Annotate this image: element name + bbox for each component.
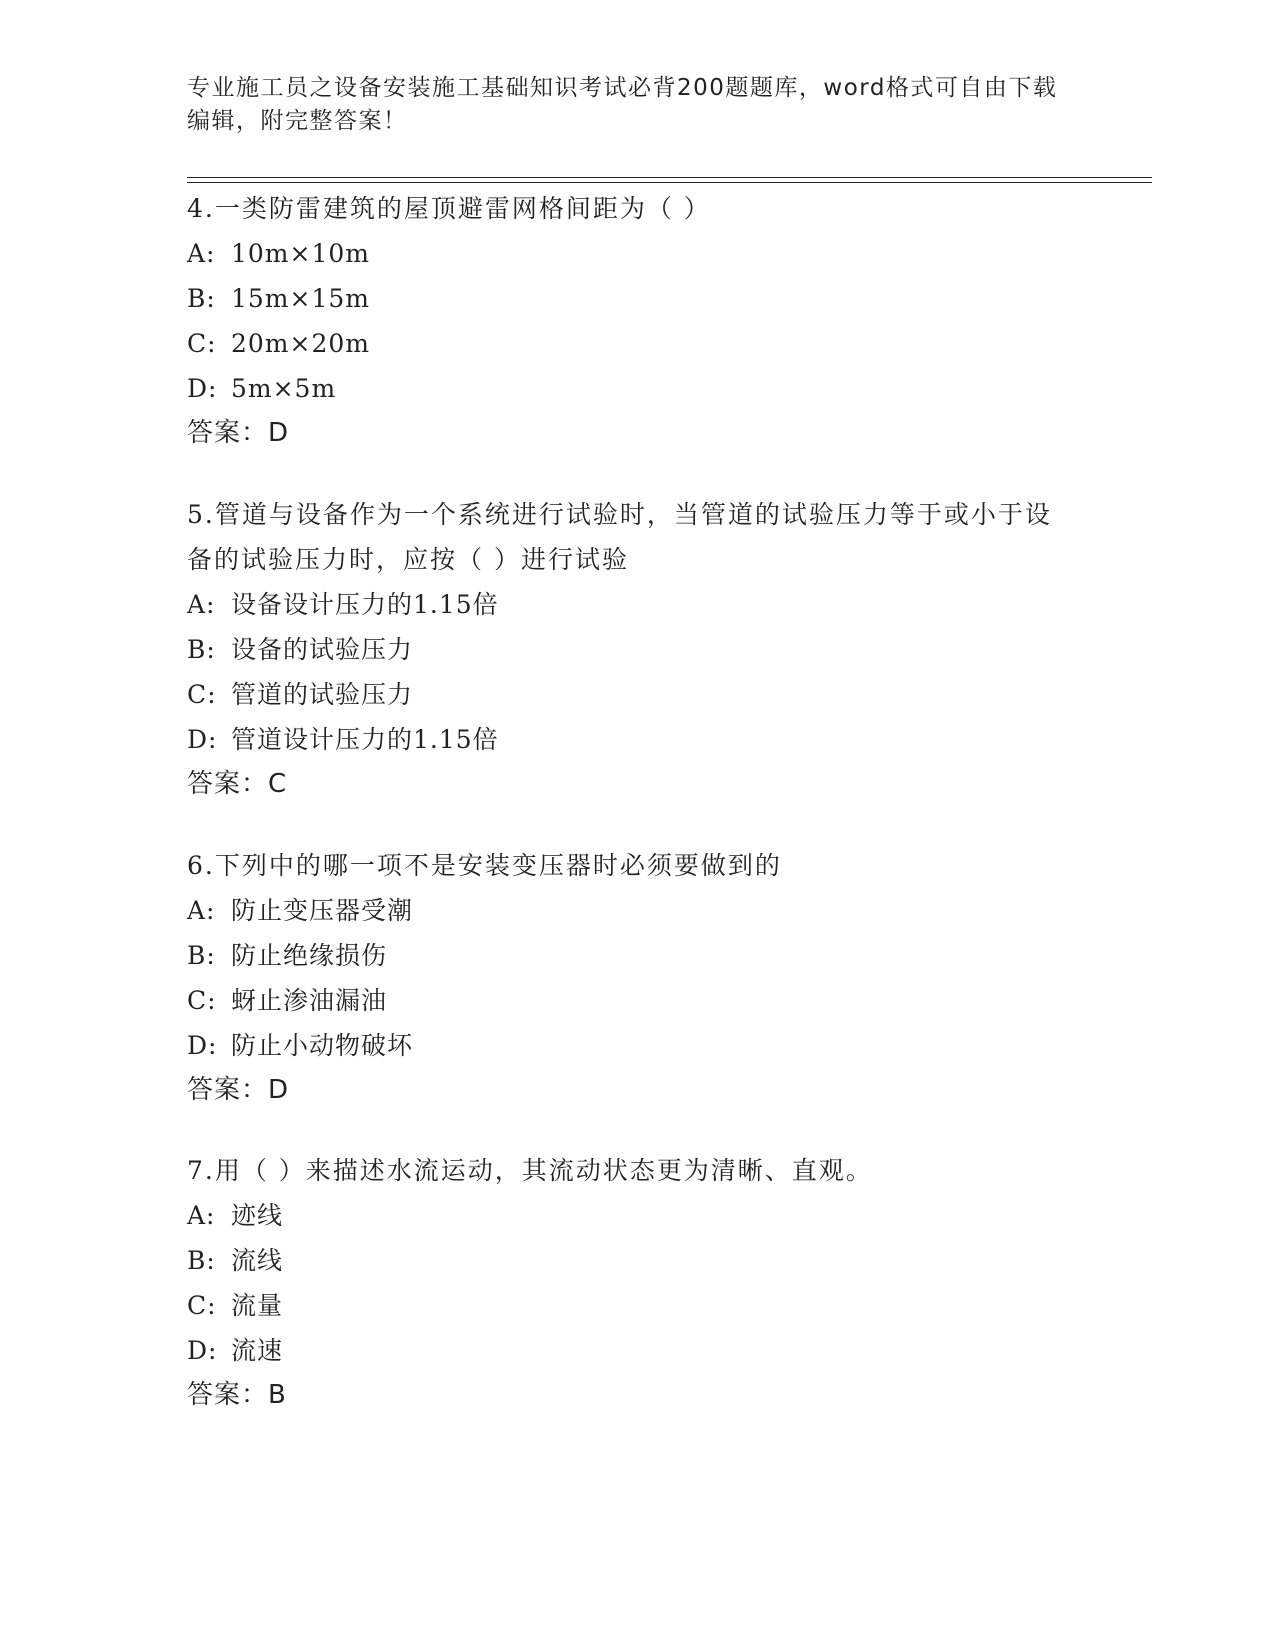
option-text: 流线 xyxy=(231,1246,284,1275)
option-letter: B: xyxy=(187,941,216,970)
option-b xyxy=(187,1238,1067,1283)
option-text: 20m×20m xyxy=(231,329,370,358)
option-a xyxy=(187,1193,1067,1238)
question-stem: 4.一类防雷建筑的屋顶避雷网格间距为（ ） xyxy=(187,194,711,223)
option-text: 防止小动物破坏 xyxy=(231,1031,414,1060)
question-stem: 7.用（ ）来描述水流运动，其流动状态更为清晰、直观。 xyxy=(187,1156,873,1185)
question-block xyxy=(187,492,1067,807)
option-d xyxy=(187,1328,1067,1373)
option-letter: C: xyxy=(187,329,217,358)
question-stem: 5.管道与设备作为一个系统进行试验时，当管道的试验压力等于或小于设备的试验压力时，应按（ ）进行试验 xyxy=(187,500,1052,574)
option-letter: A: xyxy=(187,590,216,619)
option-letter: C: xyxy=(187,680,217,709)
answer-line: 答案：D xyxy=(187,418,290,448)
option-text: 流速 xyxy=(231,1336,284,1365)
answer-line: 答案：B xyxy=(187,1380,287,1410)
option-text: 设备设计压力的1.15倍 xyxy=(231,590,499,619)
option-letter: D: xyxy=(187,1031,218,1060)
option-text: 管道设计压力的1.15倍 xyxy=(231,725,499,754)
header-divider-top xyxy=(187,177,1152,178)
option-letter: B: xyxy=(187,1246,216,1275)
option-letter: B: xyxy=(187,635,216,664)
question-block xyxy=(187,186,1067,456)
option-letter: A: xyxy=(187,896,216,925)
option-c xyxy=(187,672,1067,717)
option-a xyxy=(187,231,1067,276)
question-stem: 6.下列中的哪一项不是安装变压器时必须要做到的 xyxy=(187,851,782,880)
option-letter: C: xyxy=(187,986,217,1015)
option-text: 设备的试验压力 xyxy=(231,635,414,664)
question-block xyxy=(187,1148,1067,1418)
option-text: 流量 xyxy=(231,1291,284,1320)
document-header: 专业施工员之设备安装施工基础知识考试必背200题题库，word格式可自由下载编辑，附完整答案！ xyxy=(187,75,1058,134)
option-a xyxy=(187,888,1067,933)
option-text: 迹线 xyxy=(231,1201,284,1230)
option-c xyxy=(187,321,1067,366)
option-b xyxy=(187,933,1067,978)
header-divider-bottom xyxy=(187,182,1152,183)
option-letter: C: xyxy=(187,1291,217,1320)
option-text: 蚜止渗油漏油 xyxy=(231,986,388,1015)
option-c xyxy=(187,1283,1067,1328)
answer-line: 答案：C xyxy=(187,769,288,799)
option-letter: D: xyxy=(187,725,218,754)
question-block xyxy=(187,843,1067,1113)
option-letter: B: xyxy=(187,284,216,313)
option-letter: D: xyxy=(187,1336,218,1365)
option-letter: D: xyxy=(187,374,218,403)
option-text: 10m×10m xyxy=(231,239,370,268)
option-d xyxy=(187,366,1067,411)
option-letter: A: xyxy=(187,1201,216,1230)
option-text: 防止变压器受潮 xyxy=(231,896,414,925)
option-d xyxy=(187,717,1067,762)
option-b xyxy=(187,627,1067,672)
option-letter: A: xyxy=(187,239,216,268)
option-text: 防止绝缘损伤 xyxy=(231,941,388,970)
option-text: 管道的试验压力 xyxy=(231,680,414,709)
option-text: 5m×5m xyxy=(231,374,337,403)
option-a xyxy=(187,582,1067,627)
option-c xyxy=(187,978,1067,1023)
option-text: 15m×15m xyxy=(231,284,370,313)
answer-line: 答案：D xyxy=(187,1075,290,1105)
option-b xyxy=(187,276,1067,321)
option-d xyxy=(187,1023,1067,1068)
